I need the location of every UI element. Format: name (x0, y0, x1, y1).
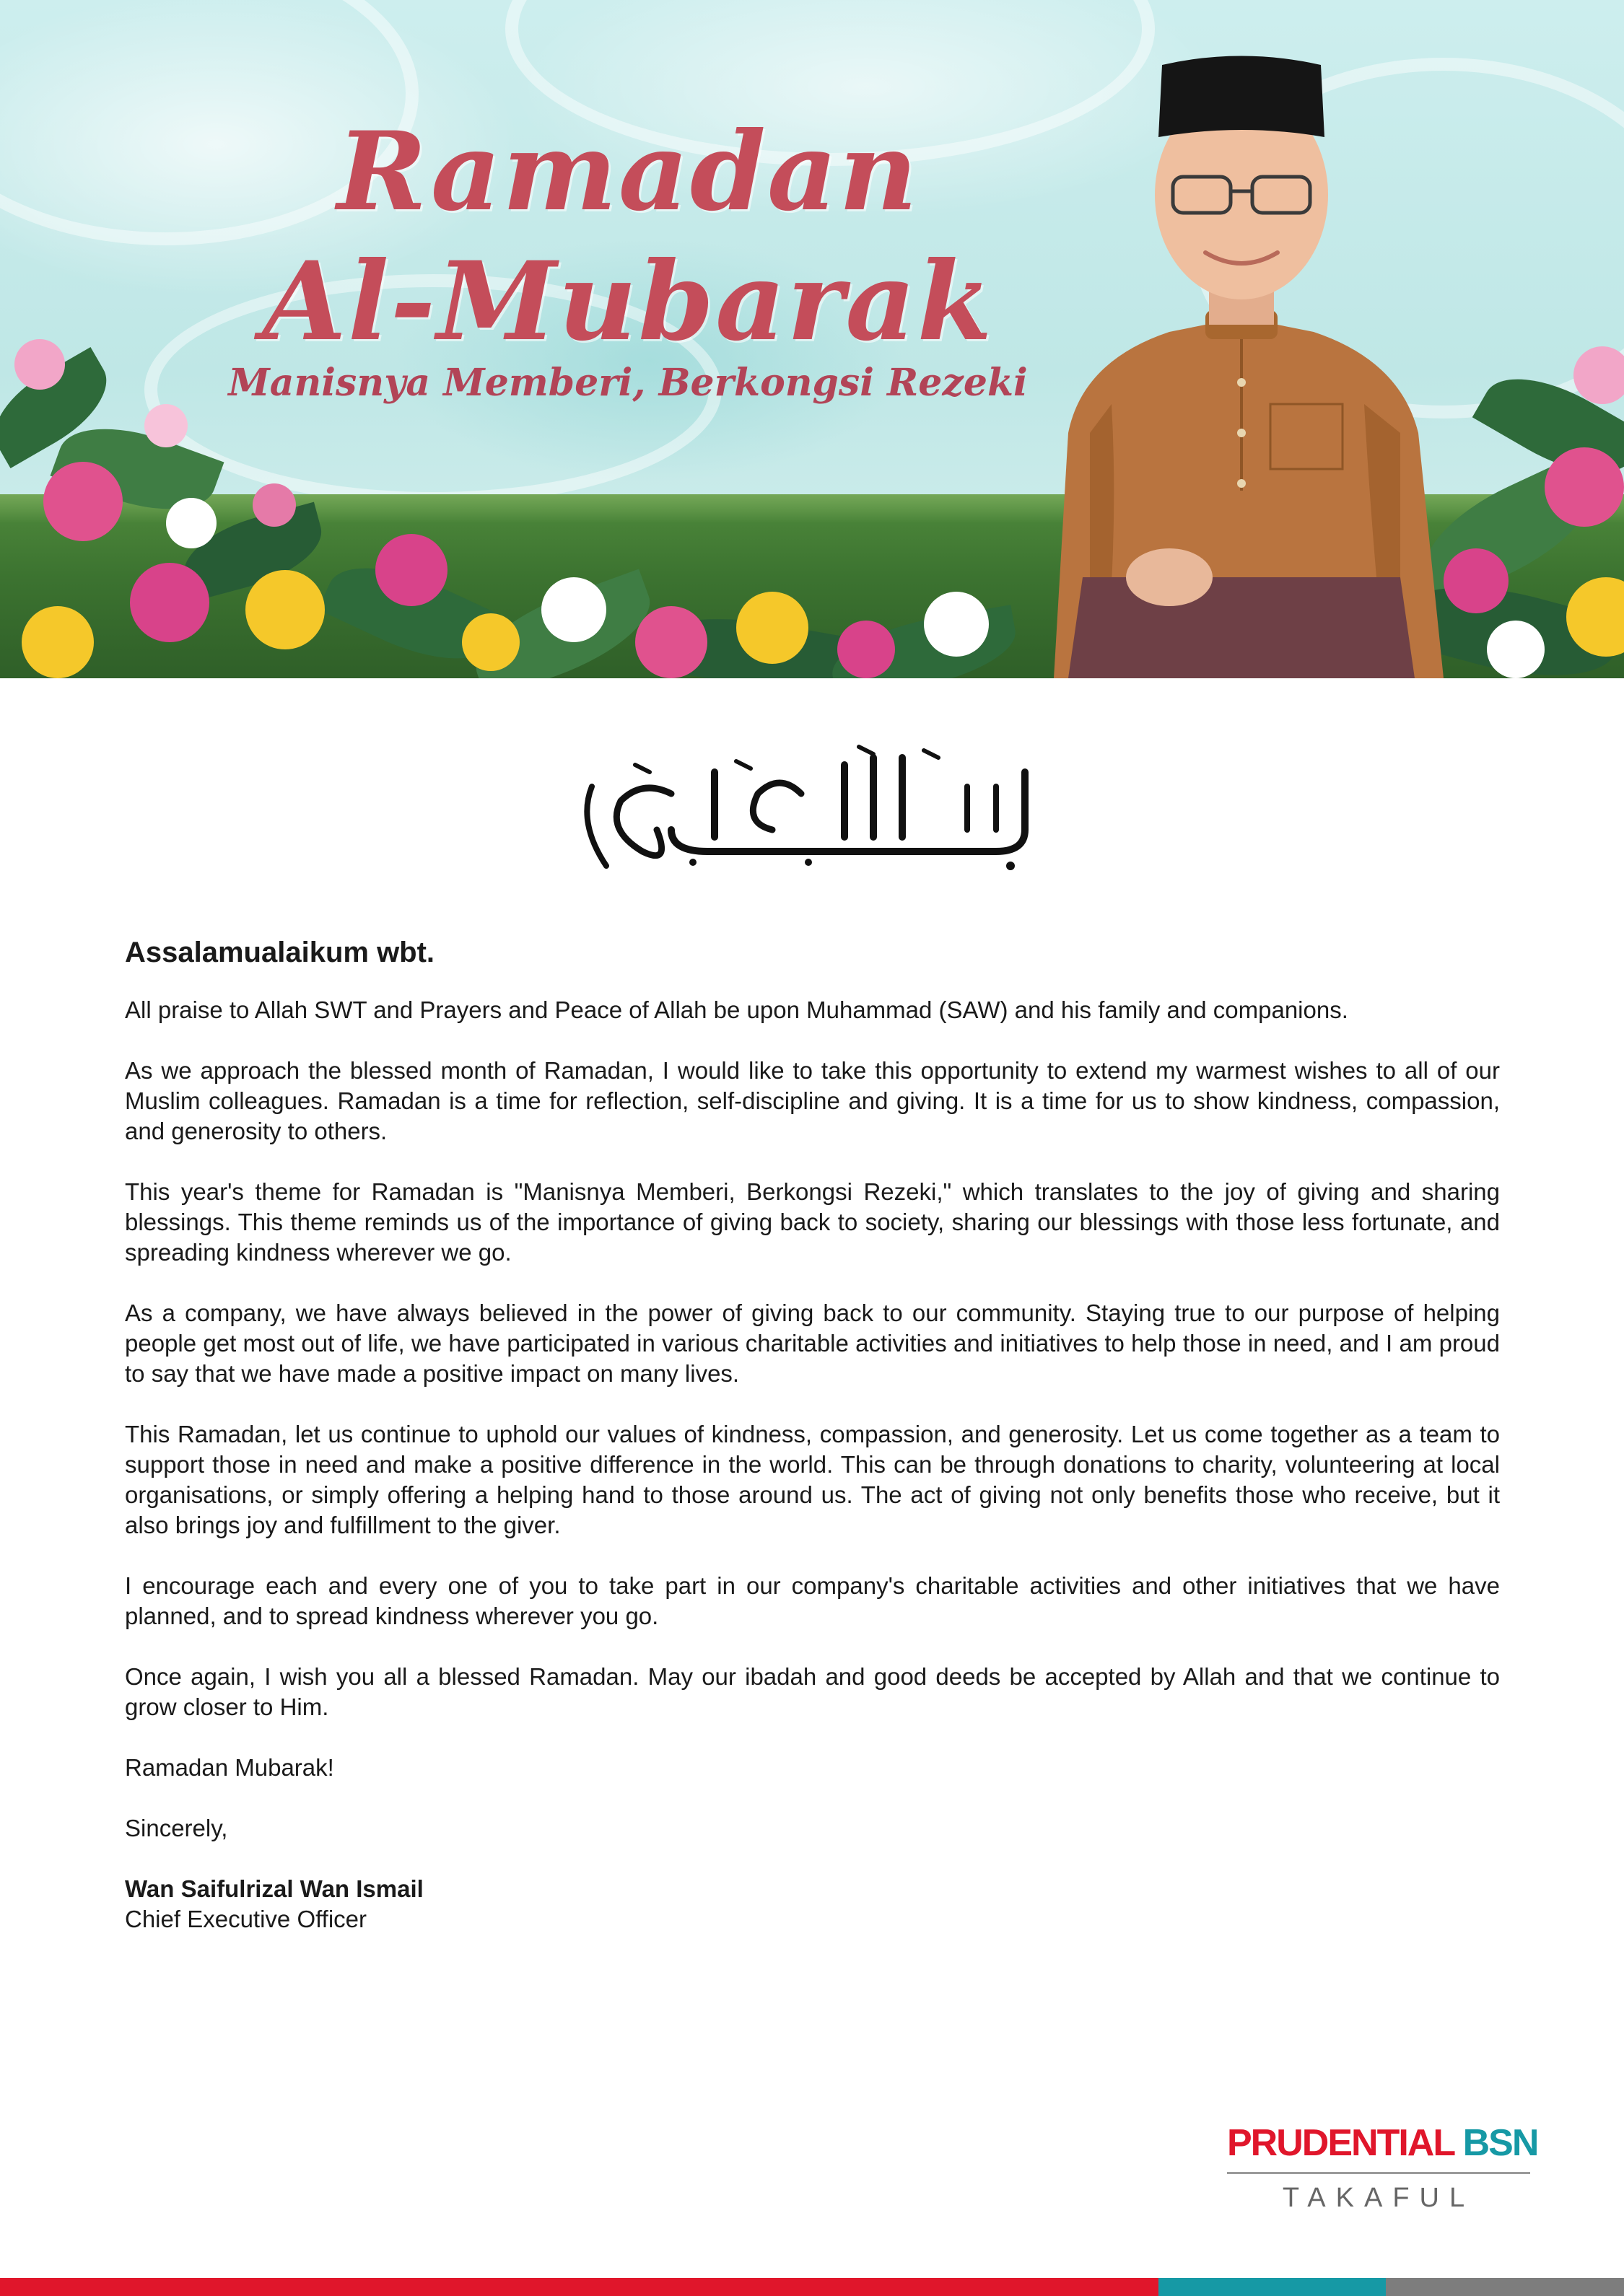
paragraph: I encourage each and every one of you to take part in our company's charitable activities and other initiatives that we have planned, and to spread kindness wherever you go. (125, 1572, 1500, 1629)
flower-icon (462, 613, 520, 671)
paragraph: This year's theme for Ramadan is "Manisnya Memberi, Berkongsi Rezeki," which translates to the joy of giving and sharing blessings. This theme reminds us of the importance of giving back to society, sharing our blessings with those less fortunate, and spreading kindness wherever we go. (125, 1178, 1500, 1266)
paragraph: As we approach the blessed month of Ramadan, I would like to take this opportunity to extend my warmest wishes to all of our Muslim colleagues. Ramadan is a time for reflection, self-discipline and giving. It is a time for us to show kindness, compassion, and generosity to others. (125, 1057, 1500, 1144)
flower-icon (166, 498, 217, 548)
flower-icon (635, 606, 707, 678)
banner-subtitle: Manisnya Memberi, Berkongsi Rezeki (228, 361, 1028, 405)
flower-icon (375, 534, 448, 606)
portrait-icon (1025, 29, 1458, 678)
footer-bar-grey (1386, 2278, 1624, 2296)
logo-brand-prudential: PRUDENTIAL (1227, 2122, 1454, 2164)
paragraph: All praise to Allah SWT and Prayers and Peace of Allah be upon Muhammad (SAW) and his family and companions. (125, 996, 1348, 1023)
banner-title-line1: Ramadan (336, 108, 920, 235)
footer-color-bar (0, 2278, 1624, 2296)
bismillah-calligraphy-icon (563, 743, 1054, 873)
flower-icon (43, 462, 123, 541)
flower-icon (1573, 346, 1624, 404)
signature-title: Chief Executive Officer (125, 1906, 367, 1932)
footer-bar-red (0, 2278, 1158, 2296)
paragraph: As a company, we have always believed in the power of giving back to our community. Staying true to our purpose of helping people get most out of life, we have participated in various charitable activities and initiatives to help those in need, and I am proud to say that we have made a positive impact on many lives. (125, 1300, 1500, 1387)
flower-icon (541, 577, 606, 642)
flower-icon (144, 404, 188, 447)
flower-icon (1487, 621, 1545, 678)
flower-icon (924, 592, 989, 657)
closing-line: Ramadan Mubarak! (125, 1754, 334, 1781)
logo-brand-bsn: BSN (1462, 2122, 1538, 2164)
flower-icon (245, 570, 325, 649)
logo-tagline: TAKAFUL (1282, 2183, 1475, 2213)
sign-off: Sincerely, (125, 1815, 228, 1841)
logo-divider (1227, 2172, 1530, 2174)
header-banner (0, 0, 1624, 678)
company-logo (1227, 2121, 1538, 2222)
flower-icon (1545, 447, 1624, 527)
flower-icon (22, 606, 94, 678)
signature-name: Wan Saifulrizal Wan Ismail (125, 1875, 424, 1902)
flower-icon (253, 483, 296, 527)
paragraph: This Ramadan, let us continue to uphold our values of kindness, compassion, and generosity. Let us come together as a team to support those in need and make a positive difference in the world. This can be through donations to charity, volunteering at local organisations, or simply offering a helping hand to those around us. The act of giving not only benefits those who receive, but it also brings joy and fulfillment to the giver. (125, 1421, 1500, 1538)
paragraph: Once again, I wish you all a blessed Ramadan. May our ibadah and good deeds be accepted by Allah and that we continue to grow closer to Him. (125, 1663, 1500, 1720)
logo-wordmark (1227, 2121, 1538, 2165)
flower-icon (130, 563, 209, 642)
flower-icon (837, 621, 895, 678)
greeting: Assalamualaikum wbt. (125, 937, 435, 968)
letter-body (125, 934, 1500, 1934)
flower-icon (736, 592, 808, 664)
banner-title-line2: Al-Mubarak (262, 238, 994, 365)
footer-bar-teal (1158, 2278, 1386, 2296)
